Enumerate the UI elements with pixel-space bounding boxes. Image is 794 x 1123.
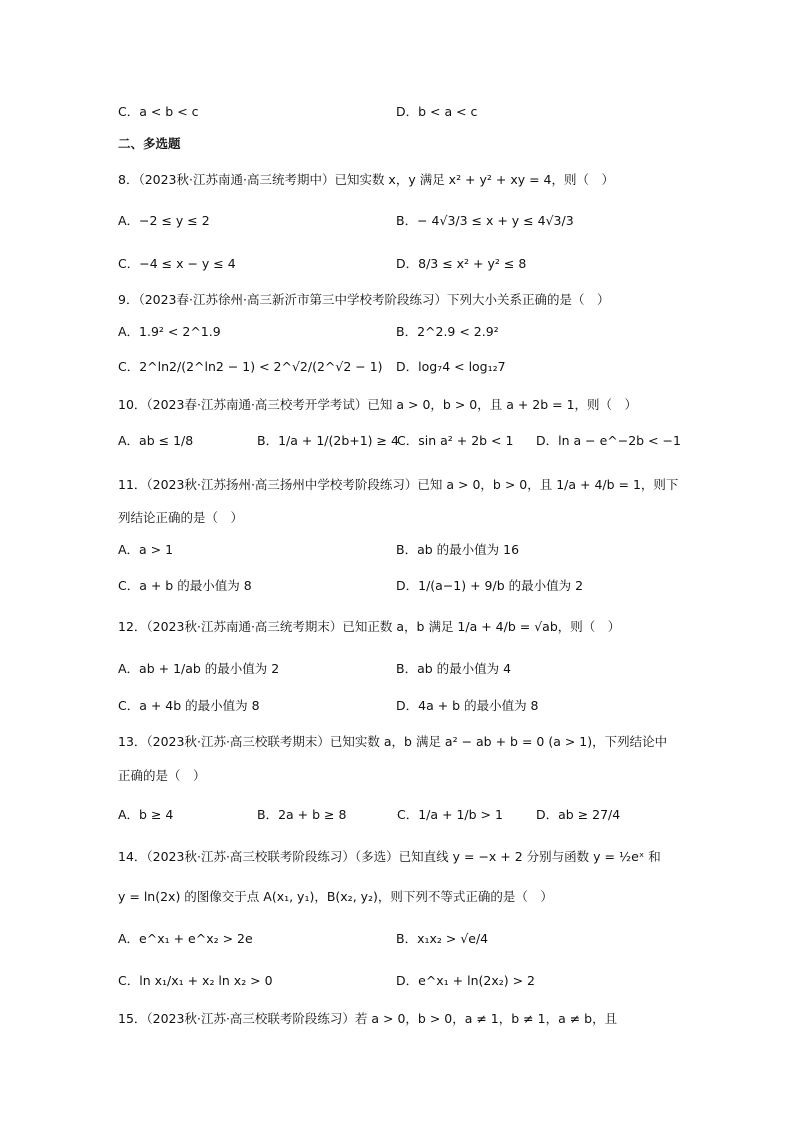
text-line-q8c: C．−4 ≤ x − y ≤ 4 <box>118 256 236 271</box>
text-line-l2: D．b < a < c <box>396 104 478 119</box>
text-line-q14d: D．e^x₁ + ln(2x₂) > 2 <box>396 973 536 988</box>
text-line-q13c: 正确的是（ ） <box>118 768 206 783</box>
text-line-q10: 10．（2023春·江苏南通·高三校考开学考试）已知 a > 0，b > 0，且 a + 2b = 1，则（ ） <box>118 397 638 412</box>
text-line-q10c: C．sin a² + 2b < 1 <box>397 433 514 448</box>
text-line-q14cc: C．ln x₁/x₁ + x₂ ln x₂ > 0 <box>118 973 273 988</box>
text-line-q14a: A．e^x₁ + e^x₂ > 2e <box>118 931 253 946</box>
text-line-q8b: B．− 4√3/3 ≤ x + y ≤ 4√3/3 <box>396 213 574 228</box>
text-line-q11b1: B．ab 的最小值为 16 <box>396 542 520 557</box>
text-line-q15: 15．（2023秋·江苏·高三校联考阶段练习）若 a > 0，b > 0，a ≠ 1，b ≠ 1，a ≠ b，且 <box>118 1011 618 1026</box>
text-line-q11c: 列结论正确的是（ ） <box>118 510 244 525</box>
text-line-q10d: D．ln a − e^−2b < −1 <box>536 433 681 448</box>
text-line-q8d: D．8/3 ≤ x² + y² ≤ 8 <box>396 256 527 271</box>
text-line-q10b: B．1/a + 1/(2b+1) ≥ 4 <box>257 433 399 448</box>
text-line-q12a: A．ab + 1/ab 的最小值为 2 <box>118 661 280 676</box>
text-line-q9d: D．log₇4 < log₁₂7 <box>396 359 506 374</box>
text-line-q8a: A．−2 ≤ y ≤ 2 <box>118 213 210 228</box>
text-line-q12d: D．4a + b 的最小值为 8 <box>396 698 539 713</box>
text-line-q8: 8．（2023秋·江苏南通·高三统考期中）已知实数 x，y 满足 x² + y² + xy = 4，则（ ） <box>118 172 615 187</box>
text-line-q12b: B．ab 的最小值为 4 <box>396 661 512 676</box>
text-line-q11: 11．（2023秋·江苏扬州·高三扬州中学校考阶段练习）已知 a > 0，b > 0，且 1/a + 4/b = 1，则下 <box>118 477 679 492</box>
text-line-q13cc: C．1/a + 1/b > 1 <box>397 807 503 822</box>
text-line-q11b2: D．1/(a−1) + 9/b 的最小值为 2 <box>396 578 584 593</box>
text-line-q9a: A．1.9² < 2^1.9 <box>118 324 221 339</box>
text-line-l1: C．a < b < c <box>118 104 199 119</box>
text-line-q13a: A．b ≥ 4 <box>118 807 174 822</box>
text-line-q14b: B．x₁x₂ > √e/4 <box>396 931 489 946</box>
text-line-q9c: C．2^ln2/(2^ln2 − 1) < 2^√2/(2^√2 − 1) <box>118 359 383 374</box>
text-line-q14c: y = ln(2x) 的图像交于点 A(x₁, y₁)，B(x₂, y₂)，则下列不等式正确的是（ ） <box>118 889 553 904</box>
text-line-q10a: A．ab ≤ 1/8 <box>118 433 194 448</box>
text-line-q13d: D．ab ≥ 27/4 <box>536 807 621 822</box>
text-line-q9b: B．2^2.9 < 2.9² <box>396 324 499 339</box>
text-line-sec: 二、多选题 <box>118 136 181 151</box>
text-line-q13b: B．2a + b ≥ 8 <box>257 807 347 822</box>
text-line-q12c: C．a + 4b 的最小值为 8 <box>118 698 260 713</box>
text-line-q9: 9．（2023春·江苏徐州·高三新沂市第三中学校考阶段练习）下列大小关系正确的是（ ） <box>118 292 610 307</box>
text-line-q12: 12．（2023秋·江苏南通·高三统考期末）已知正数 a，b 满足 1/a + 4/b = √ab，则（ ） <box>118 619 621 634</box>
text-line-q11a1: A．a > 1 <box>118 542 174 557</box>
text-line-q14: 14．（2023秋·江苏·高三校联考阶段练习）（多选）已知直线 y = −x + 2 分别与函数 y = ½eˣ 和 <box>118 849 661 864</box>
text-line-q11a2: C．a + b 的最小值为 8 <box>118 578 252 593</box>
text-line-q13: 13．（2023秋·江苏·高三校联考期末）已知实数 a，b 满足 a² − ab + b = 0 (a > 1)，下列结论中 <box>118 734 668 749</box>
